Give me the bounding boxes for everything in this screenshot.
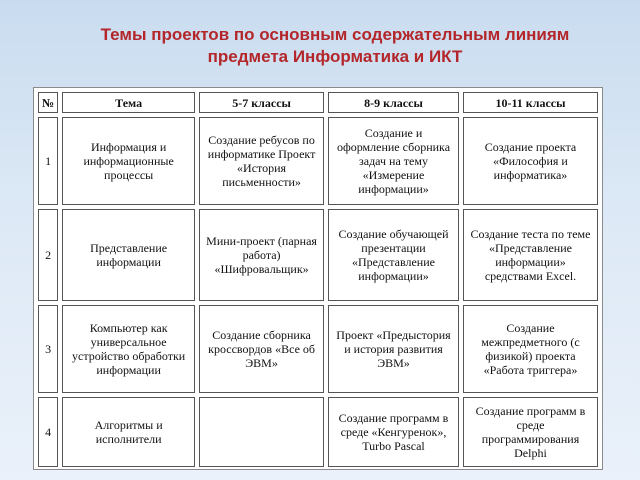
grades-8-9-cell: Создание программ в среде «Кенгуренок», Turbo Pascal <box>328 397 459 467</box>
slide-title <box>0 24 640 68</box>
topic-cell: Информация и информационные процессы <box>62 117 195 205</box>
slide-title-line-2: предмета Информатика и ИКТ <box>207 47 463 66</box>
header-number: № <box>38 92 58 113</box>
row-number: 1 <box>38 117 58 205</box>
table-row <box>38 397 598 467</box>
projects-table-container <box>33 87 603 470</box>
grades-10-11-cell: Создание проекта «Философия и информатика» <box>463 117 598 205</box>
grades-5-7-cell: Создание сборника кроссвордов «Все об ЭВМ» <box>199 305 324 393</box>
table-row <box>38 305 598 393</box>
header-grades-5-7: 5-7 классы <box>199 92 324 113</box>
grades-8-9-cell: Создание и оформление сборника задач на тему «Измерение информации» <box>328 117 459 205</box>
row-number: 2 <box>38 209 58 301</box>
grades-5-7-cell: Мини-проект (парная работа) «Шифровальщик» <box>199 209 324 301</box>
header-grades-10-11: 10-11 классы <box>463 92 598 113</box>
grades-10-11-cell: Создание программ в среде программирования Delphi <box>463 397 598 467</box>
slide-title-line-1: Темы проектов по основным содержательным линиям <box>100 25 570 44</box>
table-header-row <box>38 92 598 113</box>
row-number: 4 <box>38 397 58 467</box>
grades-8-9-cell: Проект «Предыстория и история развития ЭВМ» <box>328 305 459 393</box>
header-topic: Тема <box>62 92 195 113</box>
topic-cell: Представление информации <box>62 209 195 301</box>
topic-cell: Алгоритмы и исполнители <box>62 397 195 467</box>
grades-10-11-cell: Создание межпредметного (с физикой) проекта «Работа триггера» <box>463 305 598 393</box>
grades-5-7-cell <box>199 397 324 467</box>
grades-5-7-cell: Создание ребусов по информатике Проект «История письменности» <box>199 117 324 205</box>
table-row <box>38 209 598 301</box>
grades-10-11-cell: Создание теста по теме «Представление информации» средствами Excel. <box>463 209 598 301</box>
row-number: 3 <box>38 305 58 393</box>
table-row <box>38 117 598 205</box>
header-grades-8-9: 8-9 классы <box>328 92 459 113</box>
projects-table <box>34 88 602 471</box>
topic-cell: Компьютер как универсальное устройство обработки информации <box>62 305 195 393</box>
grades-8-9-cell: Создание обучающей презентации «Представление информации» <box>328 209 459 301</box>
